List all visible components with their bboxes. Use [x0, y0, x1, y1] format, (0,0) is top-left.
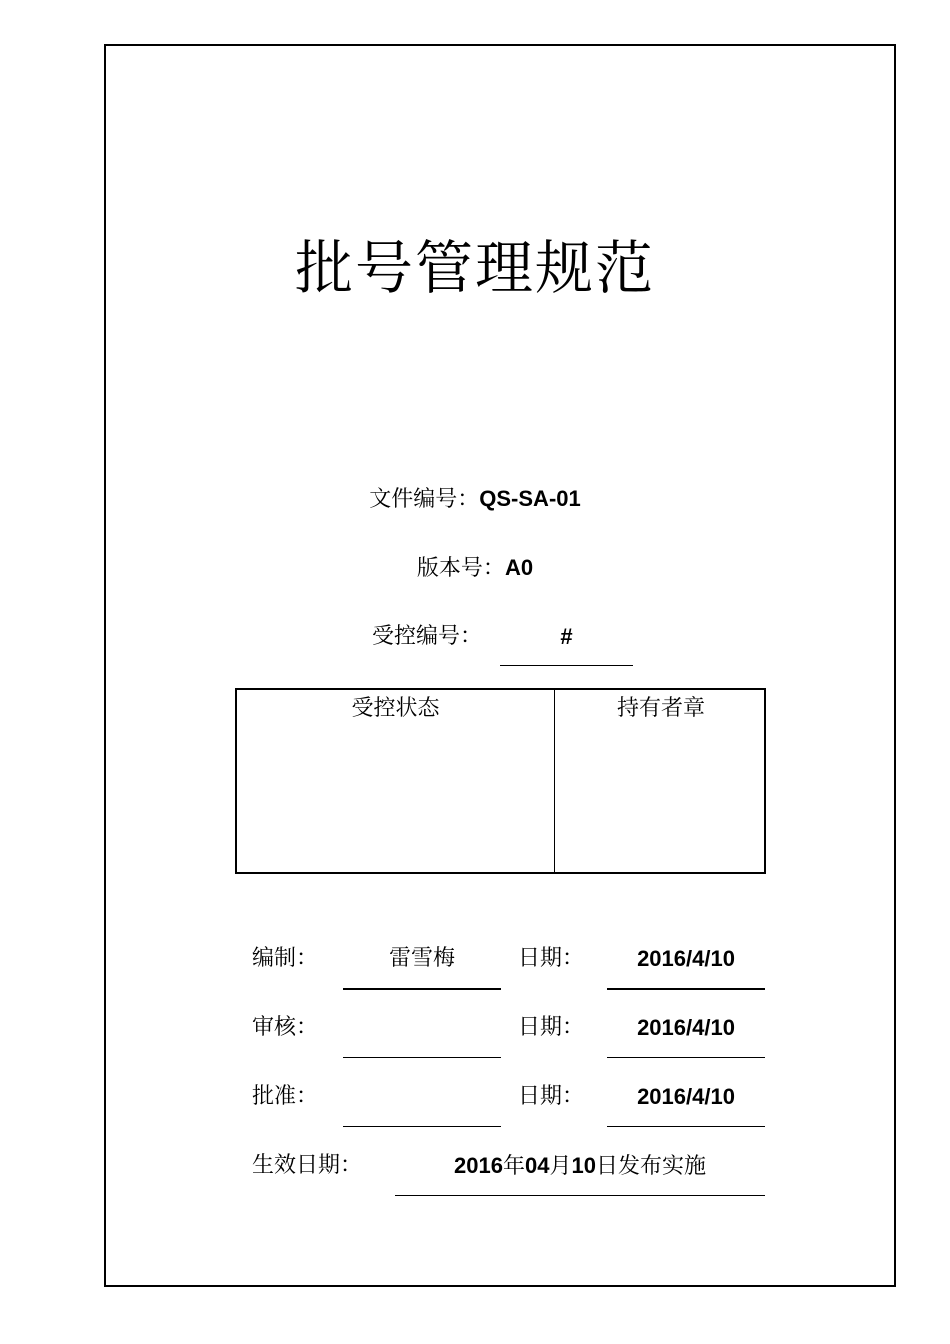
holder-stamp-header: 持有者章 [616, 696, 705, 721]
effective-year-unit: 年 [502, 1154, 525, 1179]
effective-date-value [395, 1151, 765, 1182]
compile-date-label: 日期： [518, 946, 585, 971]
review-date-label: 日期： [518, 1015, 585, 1040]
table-divider [554, 690, 555, 872]
effective-year: 2016 [454, 1153, 503, 1178]
control-number-label: 受控编号： [372, 624, 483, 649]
compile-name: 雷雪梅 [388, 946, 455, 971]
compile-name-underline [343, 988, 501, 990]
approve-label: 批准： [252, 1084, 319, 1109]
doc-number-value: QS-SA-01 [479, 486, 581, 511]
review-label: 审核： [252, 1015, 319, 1040]
effective-date-label: 生效日期： [252, 1153, 363, 1178]
doc-number-label: 文件编号： [369, 487, 480, 512]
review-date: 2016/4/10 [637, 1015, 735, 1040]
doc-number-line [0, 484, 950, 515]
version-line [0, 553, 950, 584]
approve-name-underline [343, 1126, 501, 1127]
effective-suffix: 发布实施 [617, 1154, 706, 1179]
review-date-underline [607, 1057, 765, 1058]
effective-month: 04 [524, 1153, 550, 1178]
approve-date-underline [607, 1126, 765, 1127]
approve-date: 2016/4/10 [637, 1084, 735, 1109]
version-label: 版本号： [416, 556, 505, 581]
effective-day-unit: 日 [595, 1154, 618, 1179]
compile-date-underline [607, 988, 765, 990]
compile-label: 编制： [252, 946, 319, 971]
review-name-underline [343, 1057, 501, 1058]
control-number-underline [500, 665, 633, 666]
approve-date-label: 日期： [518, 1084, 585, 1109]
compile-date: 2016/4/10 [637, 946, 735, 971]
control-status-header: 受控状态 [351, 696, 440, 721]
control-status-table [235, 688, 766, 874]
control-number-value: # [560, 624, 573, 649]
effective-day: 10 [571, 1153, 596, 1178]
effective-month-unit: 月 [549, 1154, 572, 1179]
effective-date-underline [395, 1195, 765, 1196]
document-title: 批号管理规范 [294, 234, 655, 302]
version-value: A0 [504, 555, 534, 580]
